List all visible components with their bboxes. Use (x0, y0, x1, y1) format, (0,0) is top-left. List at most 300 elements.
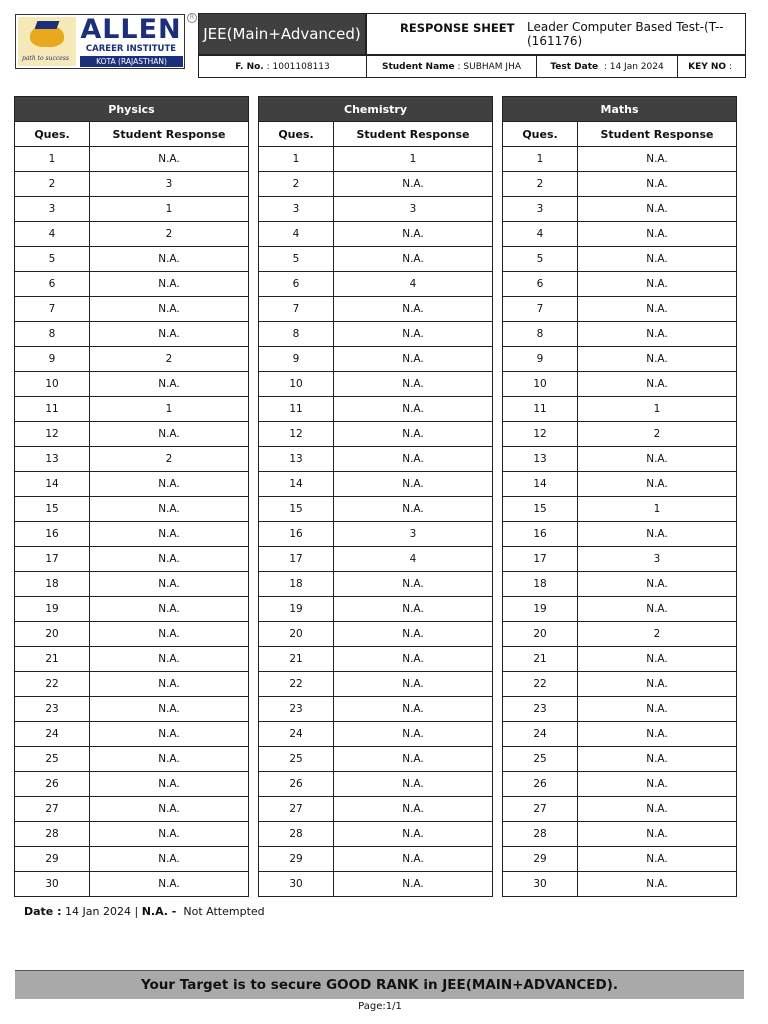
question-number: 13 (503, 447, 578, 472)
test-name: Leader Computer Based Test-(T--(161176) (527, 20, 724, 48)
student-response: N.A. (578, 147, 737, 172)
table-row (503, 822, 737, 847)
table-row (15, 797, 249, 822)
student-response: N.A. (334, 347, 493, 372)
question-number: 27 (15, 797, 90, 822)
table-row (15, 447, 249, 472)
test-date: Test Date : 14 Jan 2024 (537, 56, 678, 77)
question-number: 13 (15, 447, 90, 472)
table-row (503, 772, 737, 797)
student-response: N.A. (334, 747, 493, 772)
question-number: 26 (259, 772, 334, 797)
table-row (15, 322, 249, 347)
table-row (503, 447, 737, 472)
question-number: 6 (15, 272, 90, 297)
student-response: N.A. (578, 372, 737, 397)
student-response: N.A. (578, 647, 737, 672)
table-row (15, 722, 249, 747)
question-number: 16 (259, 522, 334, 547)
question-number: 5 (15, 247, 90, 272)
response-header: Student Response (334, 122, 493, 147)
table-row (259, 397, 493, 422)
student-response: N.A. (334, 872, 493, 897)
section-title: Chemistry (259, 97, 493, 122)
question-number: 21 (259, 647, 334, 672)
table-row (503, 247, 737, 272)
student-response: 3 (334, 522, 493, 547)
table-row (15, 272, 249, 297)
question-number: 25 (503, 747, 578, 772)
question-number: 29 (503, 847, 578, 872)
question-number: 20 (15, 622, 90, 647)
question-number: 20 (259, 622, 334, 647)
student-response: N.A. (578, 297, 737, 322)
logo-subtitle: CAREER INSTITUTE (85, 44, 177, 54)
table-row (15, 422, 249, 447)
student-response: 1 (578, 497, 737, 522)
student-response: N.A. (90, 272, 249, 297)
student-response: N.A. (578, 872, 737, 897)
question-number: 22 (15, 672, 90, 697)
student-info-bar (198, 55, 746, 78)
student-response: N.A. (578, 197, 737, 222)
table-row (15, 772, 249, 797)
student-response: 1 (334, 147, 493, 172)
student-response: N.A. (578, 522, 737, 547)
table-row (259, 422, 493, 447)
registered-mark-icon: R (187, 13, 197, 23)
table-row (259, 597, 493, 622)
student-response: N.A. (90, 422, 249, 447)
table-row (15, 397, 249, 422)
question-number: 15 (259, 497, 334, 522)
student-response: N.A. (90, 597, 249, 622)
table-row (259, 197, 493, 222)
student-response: N.A. (578, 797, 737, 822)
question-number: 10 (503, 372, 578, 397)
table-row (259, 772, 493, 797)
chemistry-table (258, 96, 493, 897)
student-response: N.A. (578, 822, 737, 847)
question-number: 2 (259, 172, 334, 197)
form-number-label: F. No. (235, 61, 264, 72)
student-name-label: Student Name (381, 61, 455, 72)
table-row (15, 522, 249, 547)
student-response: N.A. (578, 672, 737, 697)
student-response: N.A. (578, 747, 737, 772)
question-number: 9 (15, 347, 90, 372)
question-number: 30 (15, 872, 90, 897)
student-response: N.A. (90, 797, 249, 822)
table-row (15, 497, 249, 522)
table-row (15, 172, 249, 197)
student-response: 3 (90, 172, 249, 197)
question-number: 23 (15, 697, 90, 722)
table-row (15, 547, 249, 572)
question-number: 9 (259, 347, 334, 372)
student-response: 1 (90, 397, 249, 422)
table-row (503, 172, 737, 197)
student-response: 3 (334, 197, 493, 222)
table-row (503, 297, 737, 322)
form-number-value: 1001108113 (272, 61, 330, 72)
table-row (503, 547, 737, 572)
student-response: N.A. (90, 847, 249, 872)
question-number: 8 (503, 322, 578, 347)
question-number: 4 (503, 222, 578, 247)
table-row (15, 697, 249, 722)
student-response: N.A. (90, 522, 249, 547)
table-row (503, 597, 737, 622)
legend-na-meaning: Not Attempted (183, 905, 265, 918)
table-row (503, 497, 737, 522)
question-number: 11 (259, 397, 334, 422)
question-number: 27 (259, 797, 334, 822)
table-row (15, 472, 249, 497)
student-response: 4 (334, 547, 493, 572)
student-response: N.A. (334, 322, 493, 347)
table-row (259, 322, 493, 347)
student-response: N.A. (90, 372, 249, 397)
test-date-label: Test Date (550, 61, 599, 72)
table-row (15, 572, 249, 597)
student-response: N.A. (90, 772, 249, 797)
logo-location: KOTA (RAJASTHAN) (80, 56, 183, 67)
question-number: 21 (15, 647, 90, 672)
legend-date-label: Date : (24, 905, 62, 918)
question-number: 12 (259, 422, 334, 447)
student-response: N.A. (334, 497, 493, 522)
question-number: 26 (15, 772, 90, 797)
table-row (503, 672, 737, 697)
graduation-cap-icon (30, 25, 64, 47)
student-response: 2 (90, 222, 249, 247)
table-row (259, 272, 493, 297)
student-response: N.A. (578, 697, 737, 722)
question-number: 9 (503, 347, 578, 372)
question-number: 3 (503, 197, 578, 222)
table-row (259, 622, 493, 647)
question-number: 24 (15, 722, 90, 747)
student-response: N.A. (578, 472, 737, 497)
student-response: N.A. (334, 797, 493, 822)
table-row (15, 297, 249, 322)
legend-date: 14 Jan 2024 (65, 905, 131, 918)
student-response: N.A. (578, 322, 737, 347)
table-row (503, 872, 737, 897)
question-number: 8 (259, 322, 334, 347)
table-row (15, 147, 249, 172)
question-number: 23 (259, 697, 334, 722)
table-row (15, 647, 249, 672)
table-row (259, 872, 493, 897)
legend-separator: | (134, 905, 139, 918)
logo-brand: ALLEN (80, 14, 182, 45)
table-row (503, 647, 737, 672)
question-number: 11 (15, 397, 90, 422)
table-row (259, 747, 493, 772)
student-response: N.A. (90, 547, 249, 572)
table-row (259, 222, 493, 247)
question-number: 18 (259, 572, 334, 597)
question-number: 7 (259, 297, 334, 322)
student-response: N.A. (334, 572, 493, 597)
table-row (15, 822, 249, 847)
student-response: N.A. (578, 347, 737, 372)
question-number: 12 (503, 422, 578, 447)
table-row (503, 797, 737, 822)
student-response: 2 (90, 447, 249, 472)
table-row (503, 372, 737, 397)
question-number: 14 (503, 472, 578, 497)
table-row (259, 722, 493, 747)
question-number: 1 (15, 147, 90, 172)
question-number: 10 (15, 372, 90, 397)
table-row (15, 622, 249, 647)
question-number: 22 (503, 672, 578, 697)
student-response: N.A. (334, 422, 493, 447)
allen-logo (15, 14, 185, 69)
table-row (259, 697, 493, 722)
student-response: N.A. (90, 497, 249, 522)
question-number: 20 (503, 622, 578, 647)
table-row (503, 322, 737, 347)
key-number: KEY NO : (688, 61, 735, 72)
table-row (503, 347, 737, 372)
question-number: 29 (15, 847, 90, 872)
table-row (15, 847, 249, 872)
key-number-label: KEY NO (688, 61, 727, 72)
ques-header: Ques. (259, 122, 334, 147)
student-response: N.A. (334, 647, 493, 672)
question-number: 5 (259, 247, 334, 272)
student-response: N.A. (578, 247, 737, 272)
question-number: 1 (503, 147, 578, 172)
question-number: 18 (15, 572, 90, 597)
table-row (259, 547, 493, 572)
student-response: N.A. (90, 247, 249, 272)
sheet-header (366, 13, 746, 55)
student-response: N.A. (90, 622, 249, 647)
question-number: 13 (259, 447, 334, 472)
student-response: N.A. (334, 472, 493, 497)
question-number: 17 (15, 547, 90, 572)
student-response: N.A. (578, 597, 737, 622)
student-response: N.A. (90, 722, 249, 747)
question-number: 19 (15, 597, 90, 622)
table-row (503, 222, 737, 247)
question-number: 12 (15, 422, 90, 447)
student-response: N.A. (90, 747, 249, 772)
target-banner: Your Target is to secure GOOD RANK in JEE(MAIN+ADVANCED). (15, 970, 744, 999)
student-response: N.A. (578, 272, 737, 297)
student-response: N.A. (90, 572, 249, 597)
student-response: N.A. (334, 822, 493, 847)
student-response: N.A. (334, 172, 493, 197)
table-row (259, 347, 493, 372)
student-response: N.A. (334, 247, 493, 272)
question-number: 10 (259, 372, 334, 397)
student-response: N.A. (334, 697, 493, 722)
question-number: 17 (259, 547, 334, 572)
question-number: 1 (259, 147, 334, 172)
student-response: N.A. (334, 672, 493, 697)
student-response: N.A. (334, 622, 493, 647)
table-row (503, 272, 737, 297)
table-row (503, 847, 737, 872)
question-number: 27 (503, 797, 578, 822)
table-row (15, 347, 249, 372)
table-row (15, 247, 249, 272)
table-row (15, 222, 249, 247)
table-row (503, 572, 737, 597)
question-number: 25 (259, 747, 334, 772)
student-response: N.A. (334, 847, 493, 872)
student-response: N.A. (90, 697, 249, 722)
table-row (259, 497, 493, 522)
question-number: 24 (259, 722, 334, 747)
table-row (259, 447, 493, 472)
student-response: N.A. (90, 472, 249, 497)
physics-table (14, 96, 249, 897)
test-date-value: 14 Jan 2024 (609, 61, 664, 72)
question-number: 4 (259, 222, 334, 247)
question-number: 4 (15, 222, 90, 247)
question-number: 2 (15, 172, 90, 197)
question-number: 29 (259, 847, 334, 872)
table-row (15, 872, 249, 897)
table-row (503, 747, 737, 772)
ques-header: Ques. (15, 122, 90, 147)
student-response: N.A. (334, 222, 493, 247)
question-number: 8 (15, 322, 90, 347)
student-response: N.A. (90, 322, 249, 347)
question-number: 6 (503, 272, 578, 297)
question-number: 2 (503, 172, 578, 197)
student-response: N.A. (578, 722, 737, 747)
question-number: 19 (503, 597, 578, 622)
question-number: 28 (259, 822, 334, 847)
table-row (259, 672, 493, 697)
legend-na-label: N.A. - (141, 905, 177, 918)
question-number: 16 (15, 522, 90, 547)
question-number: 19 (259, 597, 334, 622)
student-response: 1 (90, 197, 249, 222)
table-row (503, 197, 737, 222)
student-response: 4 (334, 272, 493, 297)
question-number: 23 (503, 697, 578, 722)
question-number: 28 (503, 822, 578, 847)
table-row (259, 172, 493, 197)
table-row (503, 397, 737, 422)
table-row (15, 672, 249, 697)
student-response: 3 (578, 547, 737, 572)
question-number: 3 (259, 197, 334, 222)
table-row (15, 747, 249, 772)
student-response: N.A. (578, 772, 737, 797)
table-row (259, 522, 493, 547)
table-row (259, 147, 493, 172)
question-number: 22 (259, 672, 334, 697)
table-row (503, 147, 737, 172)
question-number: 7 (15, 297, 90, 322)
student-response: N.A. (578, 447, 737, 472)
question-number: 30 (259, 872, 334, 897)
question-number: 14 (259, 472, 334, 497)
student-response: 2 (578, 422, 737, 447)
table-row (259, 472, 493, 497)
page-number: Page:1/1 (358, 1001, 402, 1012)
student-response: N.A. (334, 597, 493, 622)
question-number: 16 (503, 522, 578, 547)
student-response: N.A. (90, 147, 249, 172)
table-row (259, 572, 493, 597)
table-row (503, 722, 737, 747)
question-number: 15 (503, 497, 578, 522)
table-row (259, 822, 493, 847)
table-row (259, 297, 493, 322)
sheet-title: RESPONSE SHEET (400, 21, 515, 35)
question-number: 25 (15, 747, 90, 772)
table-row (503, 522, 737, 547)
maths-table (502, 96, 737, 897)
question-number: 11 (503, 397, 578, 422)
ques-header: Ques. (503, 122, 578, 147)
graduation-cap-emblem (18, 17, 76, 66)
student-response: N.A. (334, 722, 493, 747)
question-number: 14 (15, 472, 90, 497)
question-number: 30 (503, 872, 578, 897)
student-response: 2 (90, 347, 249, 372)
table-row (259, 797, 493, 822)
table-row (503, 622, 737, 647)
student-response: N.A. (578, 847, 737, 872)
student-response: N.A. (578, 572, 737, 597)
student-response: N.A. (90, 297, 249, 322)
question-number: 24 (503, 722, 578, 747)
student-response: N.A. (334, 447, 493, 472)
response-header: Student Response (90, 122, 249, 147)
student-response: N.A. (334, 297, 493, 322)
student-response: N.A. (334, 772, 493, 797)
legend (24, 905, 265, 918)
student-response: N.A. (90, 872, 249, 897)
question-number: 7 (503, 297, 578, 322)
table-row (15, 597, 249, 622)
question-number: 6 (259, 272, 334, 297)
question-number: 18 (503, 572, 578, 597)
section-title: Maths (503, 97, 737, 122)
student-response: N.A. (90, 672, 249, 697)
response-header: Student Response (578, 122, 737, 147)
student-response: N.A. (90, 647, 249, 672)
table-row (259, 647, 493, 672)
question-number: 26 (503, 772, 578, 797)
table-row (15, 372, 249, 397)
student-response: N.A. (90, 822, 249, 847)
table-row (15, 197, 249, 222)
exam-title: JEE(Main+Advanced) (198, 13, 366, 55)
student-response: N.A. (334, 397, 493, 422)
question-number: 28 (15, 822, 90, 847)
table-row (503, 472, 737, 497)
table-row (259, 372, 493, 397)
question-number: 17 (503, 547, 578, 572)
logo-tagline: path to success (22, 55, 69, 62)
section-title: Physics (15, 97, 249, 122)
form-number: F. No. : 1001108113 (199, 56, 367, 77)
table-row (503, 422, 737, 447)
